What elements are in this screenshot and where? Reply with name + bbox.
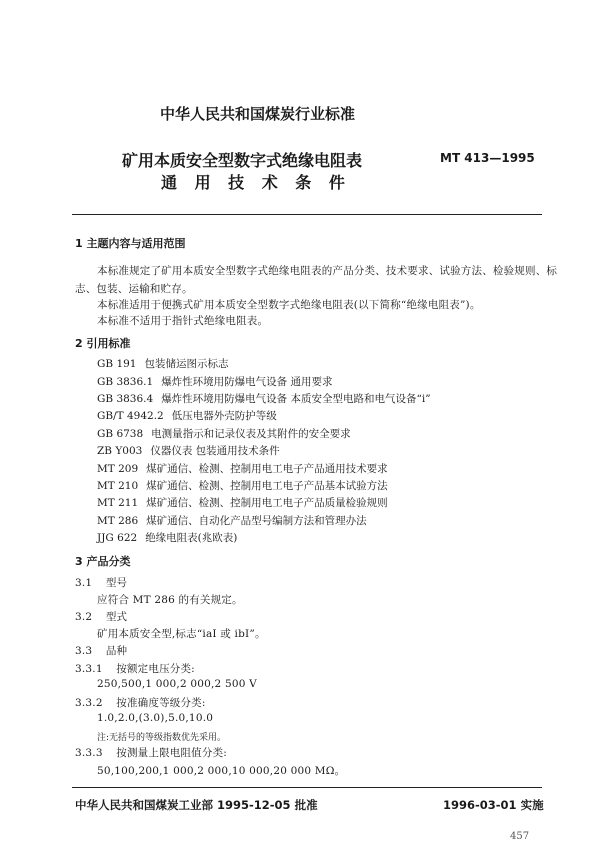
section-1-para1-line2: 志、包装、运输和贮存。 — [75, 283, 193, 295]
reference-row — [97, 356, 228, 371]
issuer-title: 中华人民共和国煤炭行业标准 — [160, 105, 356, 123]
clause-3-2 — [75, 609, 127, 624]
clause-number: 3.3.3 — [75, 747, 103, 759]
section-3-heading: 3 产品分类 — [75, 555, 131, 568]
effective-date: 1996-03-01 实施 — [443, 798, 544, 812]
resistance-values: 50,100,200,1 000,2 000,10 000,20 000 MΩ。 — [97, 765, 346, 777]
section-2-heading: 2 引用标准 — [75, 337, 131, 350]
reference-title: 低压电器外壳防护等级 — [171, 410, 277, 422]
accuracy-values: 1.0,2.0,(3.0),5.0,10.0 — [97, 712, 214, 724]
reference-title: 包装储运图示标志 — [144, 358, 229, 370]
reference-row — [97, 513, 367, 528]
approval-line: 中华人民共和国煤炭工业部 1995-12-05 批准 — [75, 798, 318, 812]
document-subtitle: 通 用 技 术 条 件 — [161, 173, 351, 192]
reference-code: GB 6738 — [97, 428, 144, 440]
accuracy-note: 注:无括号的等级指数优先采用。 — [97, 733, 227, 743]
clause-3-3-2 — [75, 695, 206, 710]
clause-number: 3.1 — [75, 577, 93, 589]
footer-divider — [72, 787, 542, 788]
reference-title: 煤矿通信、自动化产品型号编制方法和管理办法 — [146, 515, 367, 527]
clause-3-1 — [75, 575, 127, 590]
clause-3-3-1 — [75, 661, 195, 676]
clause-number: 3.2 — [75, 611, 93, 623]
reference-code: MT 210 — [97, 480, 139, 492]
section-1-heading: 1 主题内容与适用范围 — [75, 237, 186, 250]
reference-code: MT 209 — [97, 463, 139, 475]
voltage-values: 250,500,1 000,2 000,2 500 V — [97, 678, 257, 690]
reference-code: MT 286 — [97, 515, 139, 527]
reference-row — [97, 495, 388, 510]
reference-row — [97, 530, 237, 545]
reference-row — [97, 443, 280, 458]
reference-title: 爆炸性环境用防爆电气设备 本质安全型电路和电气设备“i” — [161, 393, 431, 405]
reference-code: ZB Y003 — [97, 445, 143, 457]
clause-title: 型号 — [105, 577, 128, 589]
clause-number: 3.3 — [75, 645, 93, 657]
section-1-para3: 本标准不适用于指针式绝缘电阻表。 — [97, 315, 269, 327]
reference-title: 煤矿通信、检测、控制用电工电子产品通用技术要求 — [146, 463, 388, 475]
clause-title: 按准确度等级分类: — [116, 697, 206, 709]
reference-title: 煤矿通信、检测、控制用电工电子产品质量检验规则 — [146, 497, 388, 509]
standard-number: MT 413—1995 — [440, 151, 535, 165]
clause-number: 3.3.1 — [75, 663, 103, 675]
reference-code: GB/T 4942.2 — [97, 410, 164, 422]
reference-row — [97, 374, 333, 389]
reference-row — [97, 408, 277, 423]
clause-3-3 — [75, 643, 127, 658]
reference-title: 爆炸性环境用防爆电气设备 通用要求 — [161, 376, 333, 388]
section-1-para1-line1: 本标准规定了矿用本质安全型数字式绝缘电阻表的产品分类、技术要求、试验方法、检验规则、标 — [97, 265, 558, 277]
reference-code: GB 3836.1 — [97, 376, 154, 388]
clause-title: 按测量上限电阻值分类: — [116, 747, 228, 759]
reference-row — [97, 461, 388, 476]
reference-row — [97, 478, 388, 493]
reference-code: JJG 622 — [97, 532, 138, 544]
clause-title: 品种 — [105, 645, 128, 657]
reference-title: 煤矿通信、检测、控制用电工电子产品基本试验方法 — [146, 480, 388, 492]
reference-row — [97, 391, 431, 406]
reference-code: GB 191 — [97, 358, 137, 370]
clause-3-2-text: 矿用本质安全型,标志“iaI 或 ibI”。 — [97, 628, 266, 640]
page-number: 457 — [510, 831, 530, 842]
clause-title: 按额定电压分类: — [116, 663, 195, 675]
clause-3-1-text: 应符合 MT 286 的有关规定。 — [97, 594, 243, 606]
header-divider — [72, 214, 542, 215]
clause-number: 3.3.2 — [75, 697, 103, 709]
section-1-para2: 本标准适用于便携式矿用本质安全型数字式绝缘电阻表(以下简称“绝缘电阻表”)。 — [97, 299, 481, 311]
clause-title: 型式 — [105, 611, 128, 623]
clause-3-3-3 — [75, 745, 227, 760]
reference-title: 绝缘电阻表(兆欧表) — [145, 532, 238, 544]
reference-title: 仪器仪表 包装通用技术条件 — [150, 445, 280, 457]
reference-row — [97, 426, 351, 441]
reference-code: MT 211 — [97, 497, 139, 509]
document-title: 矿用本质安全型数字式绝缘电阻表 — [122, 151, 363, 170]
reference-title: 电测量指示和记录仪表及其附件的安全要求 — [151, 428, 351, 440]
reference-code: GB 3836.4 — [97, 393, 154, 405]
